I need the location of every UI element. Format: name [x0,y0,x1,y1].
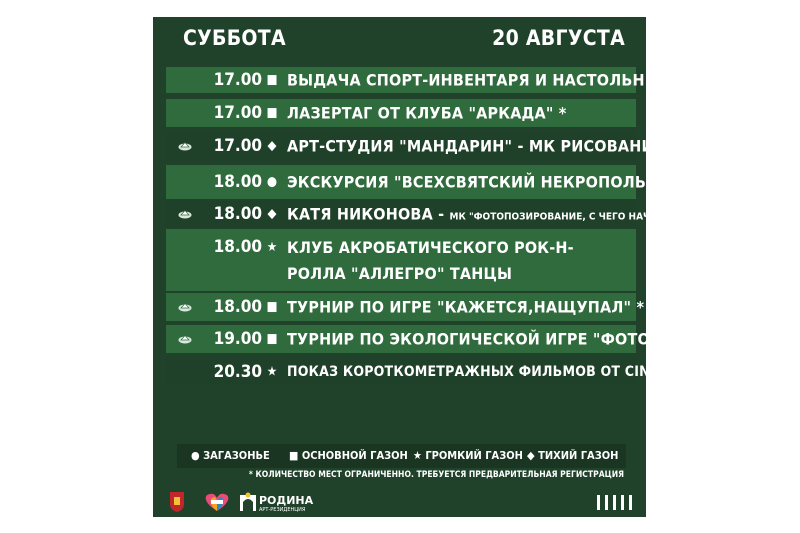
legend-item-main-lawn [289,449,408,462]
schedule-row [166,325,737,353]
poster-header [153,17,646,61]
event-title [287,204,684,224]
event-time: 18.00 [213,172,262,192]
schedule-row [166,359,713,385]
diamond-icon: ◆ [527,449,535,462]
bars-icon [597,495,633,510]
event-time: 18.00 [213,237,262,257]
legend-label: ГРОМКИЙ ГАЗОН [425,449,523,462]
city-emblem-icon [169,491,185,513]
circle-icon: ● [266,174,278,190]
event-time: 17.00 [213,70,262,90]
heart-logo-icon [202,491,232,513]
rodina-logo-icon [239,492,257,512]
event-title: ПОКАЗ КОРОТКОМЕТРАЖНЫХ ФИЛЬМОВ ОТ CINEPROMO [287,364,713,380]
rodina-name: РОДИНА [259,494,314,507]
circle-icon: ● [191,449,200,462]
diamond-icon: ◆ [267,138,277,154]
event-title: ТУРНИР ПО ЭКОЛОГИЧЕСКОЙ ИГРЕ "ФОТОСИНТЕЗ" * [287,329,737,349]
tent-badge-icon [178,334,192,344]
event-time: 19.00 [213,329,262,349]
legend-label: ЗАГАЗОНЬЕ [203,449,270,462]
schedule-row [166,229,636,291]
event-time: 20.30 [213,362,262,382]
tent-badge-icon [178,141,192,151]
legend-item-quiet-lawn [527,449,618,462]
legend-item-loud-lawn [413,449,523,462]
square-icon: ■ [266,72,278,88]
schedule-row [166,165,667,199]
schedule-row [166,131,677,161]
event-time: 18.00 [213,297,262,317]
event-title: ВЫДАЧА СПОРТ-ИНВЕНТАРЯ И НАСТОЛЬНЫХ ИГР [287,70,709,90]
star-icon: ★ [266,240,278,255]
schedule-row [166,99,636,127]
event-time: 17.00 [213,103,262,123]
legend-item-zagazonye [191,449,270,462]
event-time: 18.00 [213,204,262,224]
event-title: ЛАЗЕРТАГ ОТ КЛУБА "АРКАДА" * [287,103,567,123]
square-icon: ■ [266,331,278,347]
event-title: ЭКСКУРСИЯ "ВСЕХСВЯТСКИЙ НЕКРОПОЛЬ" * [287,172,667,192]
legend-label: ТИХИЙ ГАЗОН [538,449,619,462]
diamond-icon: ◆ [267,206,277,222]
tent-badge-icon [178,302,192,312]
star-icon: ★ [413,449,422,462]
legend-bar [177,444,626,468]
star-icon: ★ [266,364,278,380]
square-icon: ■ [266,299,278,315]
event-title: ТУРНИР ПО ИГРЕ "КАЖЕТСЯ,НАЩУПАЛ" * [287,297,645,317]
tent-badge-icon [178,209,192,219]
legend-label: ОСНОВНОЙ ГАЗОН [301,449,408,462]
event-title: АРТ-СТУДИЯ "МАНДАРИН" - МК РИСОВАНИЕ * [287,136,677,156]
schedule-row [166,201,684,227]
schedule-row [166,293,645,321]
event-time: 17.00 [213,136,262,156]
square-icon: ■ [289,449,299,462]
schedule-row [166,67,709,93]
day-label: СУББОТА [183,26,286,50]
square-icon: ■ [266,105,278,121]
event-title: КЛУБ АКРОБАТИЧЕСКОГО РОК-Н-РОЛЛА "АЛЛЕГРО" ТАНЦЫ [287,238,574,283]
schedule-poster [153,17,737,517]
event-title-main: КАТЯ НИКОНОВА - [287,204,450,224]
date-label: 20 АВГУСТА [492,26,625,50]
registration-footnote: * КОЛИЧЕСТВО МЕСТ ОГРАНИЧЕННО. ТРЕБУЕТСЯ ПРЕДВАРИТЕЛЬНАЯ РЕГИСТРАЦИЯ [248,470,624,480]
event-title-small: МК "ФОТОПОЗИРОВАНИЕ, С ЧЕГО НАЧАТЬ? * [449,211,684,223]
rodina-subtitle: АРТ-РЕЗИДЕНЦИЯ [259,507,306,513]
